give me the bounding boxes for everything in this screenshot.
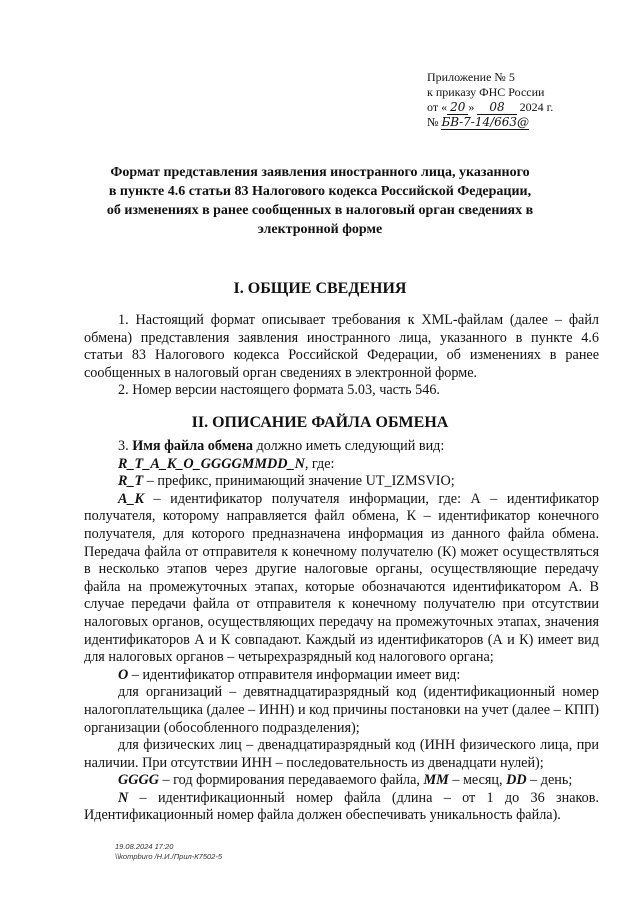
title-line: об изменениях в ранее сообщенных в налоговый орган сведениях в xyxy=(106,203,534,218)
paragraph-3: 3. Имя файла обмена должно иметь следующий вид: xyxy=(118,438,445,454)
appendix-line2: к приказу ФНС России xyxy=(427,85,545,99)
appendix-line1: Приложение № 5 xyxy=(427,70,515,84)
appendix-number: № БВ-7-14/663@ xyxy=(427,115,530,129)
print-footer xyxy=(115,842,222,862)
handwritten-number: БВ-7-14/663@ xyxy=(441,115,530,129)
section1-heading: I. ОБЩИЕ СВЕДЕНИЯ xyxy=(233,280,407,297)
footer-path: \\kompburo /Н.И./Прил-К7502-5 xyxy=(115,852,222,861)
title-line: Формат представления заявления иностранного лица, указанного xyxy=(110,165,530,180)
def-n: N – идентификационный номер файла (длина – от 1 до 36 знаков. Идентификационный номер файла должен обеспечивать уникальность файла). xyxy=(84,789,599,824)
appendix-date: от « 20 » 08 2024 г. xyxy=(427,100,554,114)
paragraph-2: 2. Номер версии настоящего формата 5.03, часть 546. xyxy=(118,382,440,399)
def-phys: для физических лиц – двенадцатиразрядный код (ИНН физического лица, при наличии. При отсутствии ИНН – последовательность из двенадцати нулей); xyxy=(84,737,599,771)
document-title xyxy=(60,163,580,239)
handwritten-month: 08 xyxy=(477,100,516,115)
section2-body xyxy=(84,438,599,825)
handwritten-day: 20 xyxy=(447,100,468,115)
def-rt: R_T – префикс, принимающий значение UT_IZMSVIO; xyxy=(118,473,455,490)
appendix-block xyxy=(427,70,632,130)
title-line: электронной форме xyxy=(257,222,383,237)
def-org: для организаций – девятнадцатиразрядный код (идентификационный номер налогоплательщика (далее – ИНН) и код причины постановки на учет (далее – КПП) организации (обособленного подразделения); xyxy=(84,684,599,736)
def-date: GGGG – год формирования передаваемого файла, MM – месяц, DD – день; xyxy=(118,772,573,789)
paragraph-1: 1. Настоящий формат описывает требования к XML-файлам (далее – файл обмена) представления заявления иностранного лица, указанного в пункте 4.6 статьи 83 Налогового кодекса Российской Федерации, об изменениях в ранее сообщенных в налоговый орган сведениях в электронной форме. xyxy=(84,312,599,381)
def-ak: A_K – идентификатор получателя информации, где: А – идентификатор получателя, которому направляется файл обмена, К – идентификатор конечного получателя, для которого предназначена информация из данного файла обмена. Передача файла от отправителя к конечному получателю (К) может осуществляться в несколько этапов через другие налоговые органы, осуществляющие передачу файла на промежуточных этапах, которые обозначаются идентификатором А. В случае передачи файла от отправителя к конечному получателю при отсутствии налоговых органов, осуществляющих передачу на промежуточных этапах, значения идентификаторов А и К совпадают. Каждый из идентификаторов (А и К) имеет вид для налоговых органов – четырехразрядный код налогового органа; xyxy=(84,490,599,666)
footer-timestamp: 19.08.2024 17:20 xyxy=(115,842,174,851)
def-o: O – идентификатор отправителя информации имеет вид: xyxy=(118,666,461,683)
section1-body xyxy=(84,312,599,400)
file-name-pattern: R_T_A_K_O_GGGGMMDD_N, где: xyxy=(118,455,335,472)
section2-heading: II. ОПИСАНИЕ ФАЙЛА ОБМЕНА xyxy=(191,414,449,431)
title-line: в пункте 4.6 статьи 83 Налогового кодекса Российской Федерации, xyxy=(108,184,532,199)
